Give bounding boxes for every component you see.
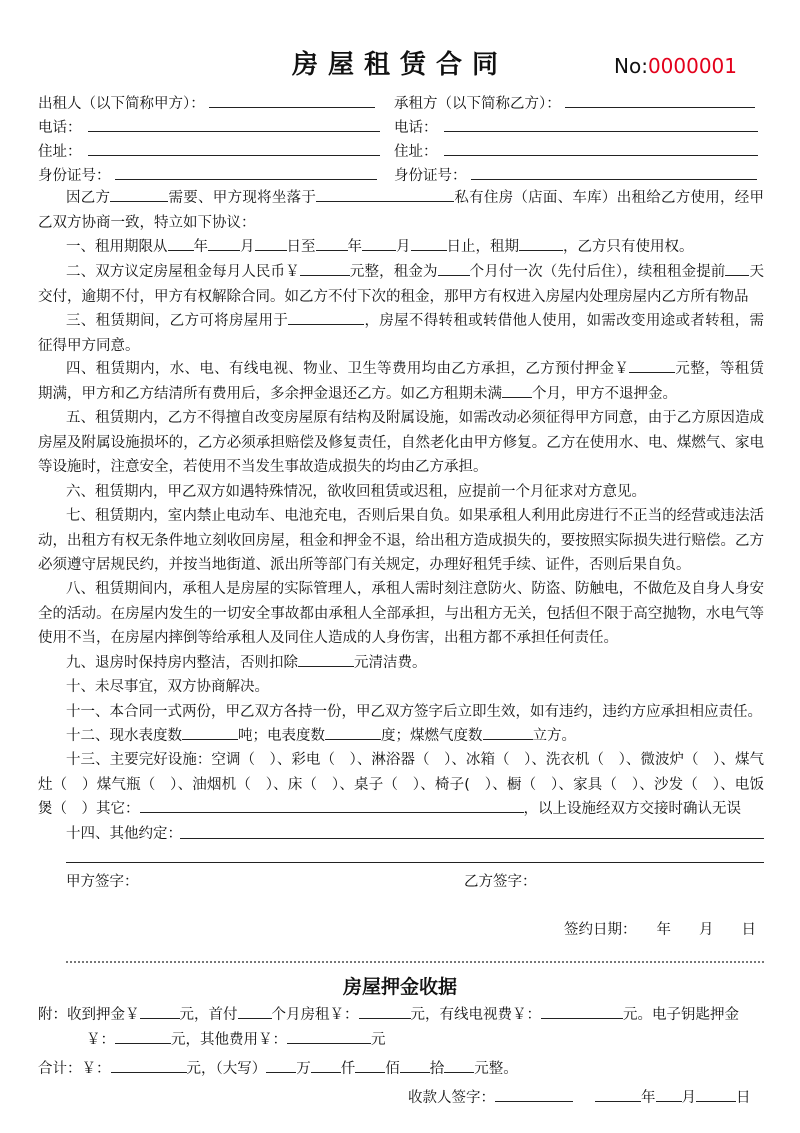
- payee-signature-field[interactable]: [495, 1087, 573, 1102]
- lessee-id-row: [394, 165, 757, 186]
- blank-field[interactable]: [266, 1058, 296, 1073]
- lessor-address-row: [38, 141, 380, 162]
- blank-field[interactable]: [316, 237, 348, 251]
- lessor-label: 出租人（以下简称甲方）：: [38, 96, 205, 112]
- clause-3: [38, 309, 764, 358]
- receipt-title: 房屋押金收据: [342, 976, 457, 998]
- clause-text: ，房屋不得转租或转借他人使用，如需改变用途或者转租，需征得甲方同意。: [38, 313, 765, 354]
- blank-field[interactable]: [255, 237, 287, 251]
- blank-field[interactable]: [502, 384, 532, 398]
- clause-text: ，以上设施经双方交接时确认无误: [523, 801, 741, 817]
- clause-text: 月: [240, 239, 255, 255]
- tear-line: [66, 961, 764, 963]
- other-terms-line[interactable]: [180, 838, 764, 839]
- phone-label: 电话：: [38, 120, 82, 136]
- clause-4: [38, 357, 764, 406]
- clause-text: 需要、甲方现将坐落于: [168, 190, 317, 206]
- clause-text: 因乙方: [66, 190, 111, 206]
- blank-field[interactable]: [311, 1058, 341, 1073]
- receipt-text: 佰: [385, 1061, 400, 1077]
- clause-2: [38, 260, 764, 309]
- id-label: 身份证号：: [38, 168, 111, 184]
- clause-text: 九、退房时保持房内整洁，否则扣除: [66, 655, 298, 671]
- clause-text: 个月付一次（先付后住），续租租金提前: [469, 264, 726, 280]
- payee-label: 收款人签字：: [408, 1090, 495, 1106]
- clause-1: [38, 235, 764, 260]
- receipt-text: 合计：￥：: [38, 1061, 111, 1077]
- receipt-text: ￥：: [86, 1032, 115, 1048]
- blank-field[interactable]: [288, 311, 364, 325]
- clause-text: 年: [347, 239, 362, 255]
- lessor-id-field[interactable]: [115, 165, 377, 180]
- receipt-text: 元，其他费用￥：: [171, 1032, 287, 1048]
- blank-field[interactable]: [300, 262, 350, 276]
- lessee-id-field[interactable]: [471, 165, 757, 180]
- clause-5: 五、租赁期内，乙方不得擅自改变房屋原有结构及附属设施，如需改动必须征得甲方同意，由于乙方原因造成房屋及附属设施损坏的，乙方必须承担赔偿及修复责任，自然老化由甲方修复。乙方在使用水、电、煤燃气、家电等设施时，注意安全，若使用不当发生事故造成损失的均由乙方承担。: [38, 410, 764, 475]
- blank-field[interactable]: [355, 1058, 385, 1073]
- clause-text: 十三、主要完好设施：空调（ ）、彩电（ ）、淋浴器（ ）、冰箱（ ）、洗衣机（ ）、微波炉（ ）、煤气灶（ ）煤气瓶（ ）、油烟机（ ）、床（ ）、桌子（ ）、椅子( ）、橱（ ）、家具（ ）、沙发（ ）、电饭煲（ ）其它：: [38, 752, 764, 817]
- receipt-text: 元，（大写）: [186, 1061, 267, 1077]
- blank-field[interactable]: [519, 237, 563, 251]
- preamble: [38, 186, 764, 235]
- contract-number-label: No:: [614, 54, 648, 78]
- receipt-text: 万: [296, 1061, 311, 1077]
- blank-field[interactable]: [115, 1029, 171, 1044]
- clause-text: 一、租用期限从: [66, 239, 168, 255]
- clause-text: 年: [193, 239, 208, 255]
- lessor-field[interactable]: [209, 93, 375, 108]
- clause-text: 元整，租金为: [349, 264, 438, 280]
- blank-field[interactable]: [362, 237, 396, 251]
- lessee-phone-field[interactable]: [444, 117, 758, 132]
- lessor-id-row: [38, 165, 377, 186]
- clause-12: [38, 724, 764, 749]
- contract-number: [614, 54, 737, 78]
- clause-13: [38, 748, 764, 822]
- blank-field[interactable]: [359, 1004, 411, 1019]
- blank-field[interactable]: [629, 359, 675, 373]
- clause-text: 日至: [286, 239, 316, 255]
- blank-field[interactable]: [182, 726, 238, 740]
- lessor-row: [38, 93, 375, 114]
- clause-text: 元清洁费。: [354, 655, 427, 671]
- sign-date-label: 签约日期：: [564, 922, 637, 938]
- receipt-row-2: [86, 1029, 386, 1050]
- party-b-signature: 乙方签字：: [464, 874, 537, 890]
- blank-field[interactable]: [168, 237, 194, 251]
- lessee-field[interactable]: [565, 93, 755, 108]
- clause-text: 三、租赁期间，乙方可将房屋用于: [66, 313, 289, 329]
- other-terms-line[interactable]: [66, 862, 764, 863]
- blank-field[interactable]: [325, 726, 381, 740]
- receipt-text: 拾: [429, 1061, 445, 1077]
- clause-text: 天交付，逾期不付，甲方有权解除合同。如乙方不付下次的租金，那甲方有权进入房屋内处理房屋内乙方所有物品: [38, 264, 765, 305]
- contract-number-value: 0000001: [647, 54, 738, 78]
- clause-9: [38, 651, 764, 676]
- year-field[interactable]: [595, 1087, 641, 1102]
- lessee-address-field[interactable]: [444, 141, 758, 156]
- clause-text: 二、双方议定房屋租金每月人民币￥: [66, 264, 300, 280]
- receipt-text: 仟: [340, 1061, 356, 1077]
- clause-text: 日止，租期: [446, 239, 519, 255]
- receipt-text: 附：收到押金￥: [38, 1007, 140, 1023]
- receipt-text: 元: [371, 1032, 386, 1048]
- receipt-text: 元。电子钥匙押金: [623, 1007, 739, 1023]
- receipt-payee: [408, 1087, 751, 1108]
- year-label: 年: [641, 1090, 656, 1106]
- receipt-total: [38, 1058, 518, 1079]
- phone-label: 电话：: [394, 120, 438, 136]
- lessor-phone-row: [38, 117, 380, 138]
- day-label: 日: [736, 1090, 751, 1106]
- clause-10: 十、未尽事宜，双方协商解决。: [66, 679, 269, 695]
- blank-field[interactable]: [541, 1004, 623, 1019]
- blank-field[interactable]: [208, 237, 240, 251]
- blank-field[interactable]: [725, 262, 749, 276]
- day-label: 日: [741, 922, 756, 938]
- lessee-phone-row: [394, 117, 758, 138]
- month-label: 月: [699, 922, 714, 938]
- month-label: 月: [681, 1090, 696, 1106]
- year-label: 年: [656, 922, 671, 938]
- blank-field[interactable]: [140, 1004, 180, 1019]
- party-a-signature: 甲方签字：: [66, 874, 139, 890]
- blank-field[interactable]: [411, 237, 447, 251]
- id-label: 身份证号：: [394, 168, 467, 184]
- blank-field[interactable]: [298, 653, 354, 667]
- clause-text: 元整，等租赁期满，甲方和乙方结清所有费用后，多余押金退还乙方。如乙方租期未满: [38, 361, 765, 402]
- blank-field[interactable]: [140, 799, 524, 813]
- lessee-label: 承租方（以下简称乙方）：: [394, 96, 561, 112]
- lessee-row: [394, 93, 755, 114]
- receipt-row-1: [38, 1004, 739, 1025]
- address-label: 住址：: [38, 144, 82, 160]
- address-label: 住址：: [394, 144, 438, 160]
- blank-field[interactable]: [400, 1058, 430, 1073]
- day-field[interactable]: [696, 1087, 736, 1102]
- clause-text: 吨；电表度数: [238, 728, 325, 744]
- blank-field[interactable]: [287, 1029, 371, 1044]
- receipt-text: 元，有线电视费￥：: [410, 1007, 541, 1023]
- clause-11: 十一、本合同一式两份，甲乙双方各持一份，甲乙双方签字后立即生效，如有违约，违约方应承担相应责任。: [66, 704, 762, 720]
- clause-7: 七、租赁期内，室内禁止电动车、电池充电，否则后果自负。如果承租人利用此房进行不正当的经营或违法活动，出租方有权无条件地立刻收回房屋，租金和押金不退，给出租方造成损失的，要按照实际损失进行赔偿。乙方必须遵守居规民约，并按当地街道、派出所等部门有关规定，办理好租凭手续、证件，否则后果自负。: [38, 508, 764, 573]
- clause-text: 四、租赁期内，水、电、有线电视、物业、卫生等费用均由乙方承担，乙方预付押金￥: [66, 361, 630, 377]
- clause-text: 十二、现水表度数: [66, 728, 182, 744]
- blank-field[interactable]: [316, 188, 454, 202]
- receipt-text: 元，首付: [179, 1007, 238, 1023]
- blank-field[interactable]: [111, 1058, 187, 1073]
- blank-field[interactable]: [438, 262, 470, 276]
- blank-field[interactable]: [483, 726, 533, 740]
- clause-text: 个月，甲方不退押金。: [532, 385, 677, 402]
- lessee-address-row: [394, 141, 758, 162]
- lessor-phone-field[interactable]: [88, 117, 380, 132]
- month-field[interactable]: [656, 1087, 682, 1102]
- clause-text: 立方。: [532, 728, 576, 744]
- page-title: 房屋租赁合同: [291, 50, 508, 80]
- clause-text: 私有住房（店面、车库）出租给乙方使用，经甲乙双方协商一致，特立如下协议：: [38, 190, 765, 231]
- clause-8: 八、租赁期间内，承租人是房屋的实际管理人，承租人需时刻注意防火、防盗、防触电，不做危及自身人身安全的活动。在房屋内发生的一切安全事故都由承租人全部承担，与出租方无关，包括但不限于高空抛物，水电气等使用不当，在房屋内摔倒等给承租人及同住人造成的人身伤害，出租方都不承担任何责任。: [38, 581, 764, 646]
- blank-field[interactable]: [444, 1058, 474, 1073]
- receipt-text: 个月房租￥：: [271, 1007, 359, 1023]
- clause-text: ，乙方只有使用权。: [563, 239, 694, 255]
- sign-date: [564, 920, 756, 940]
- receipt-text: 元整。: [474, 1061, 518, 1077]
- lessor-address-field[interactable]: [88, 141, 380, 156]
- clause-text: 月: [396, 239, 411, 255]
- clause-text: 度；煤燃气度数: [381, 728, 483, 744]
- clause-6: 六、租赁期内，甲乙双方如遇特殊情况，欲收回租赁或迟租，应提前一个月征求对方意见。: [66, 484, 646, 500]
- blank-field[interactable]: [110, 188, 168, 202]
- blank-field[interactable]: [238, 1004, 272, 1019]
- clause-text: 十四、其他约定：: [66, 826, 182, 842]
- clause-14: [66, 824, 182, 844]
